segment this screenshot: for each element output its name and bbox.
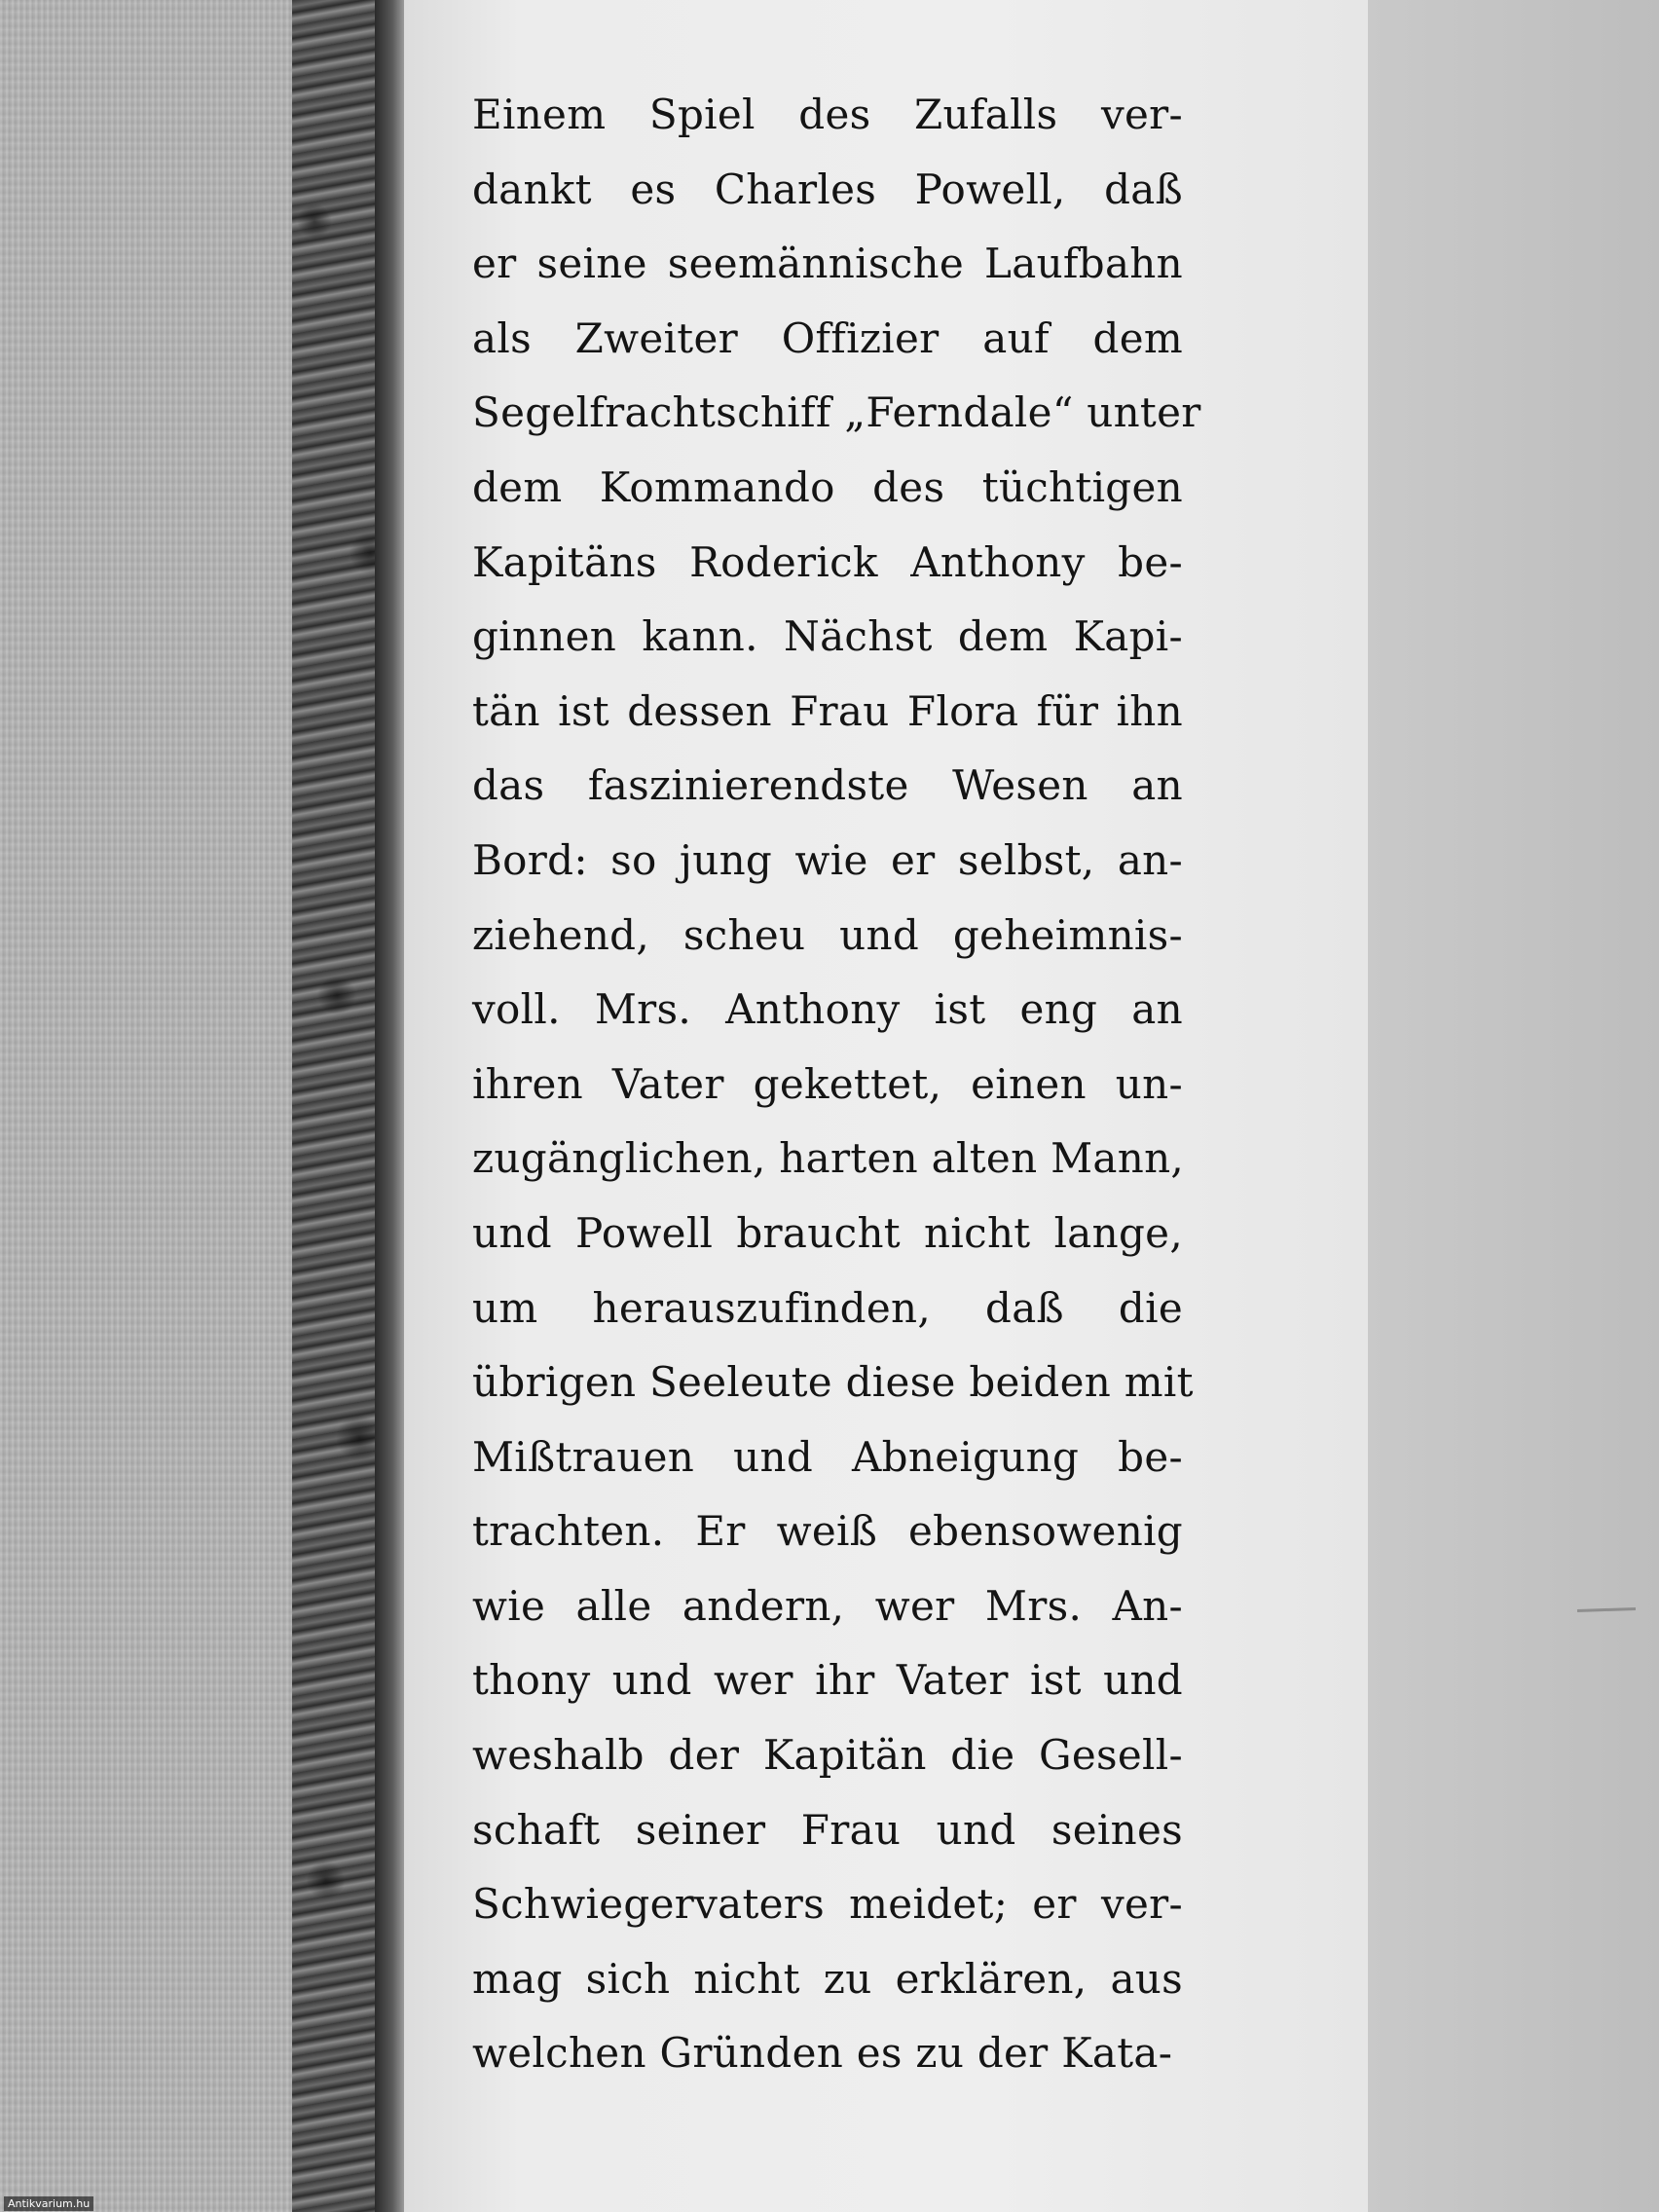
background-left-fabric xyxy=(0,0,292,2212)
text-line: ziehend, scheu und geheimnis- xyxy=(472,910,1183,959)
text-line: ihren Vater gekettet, einen un- xyxy=(472,1059,1183,1108)
text-line: welchen Gründen es zu der Kata- xyxy=(472,2029,1173,2078)
text-line: voll. Mrs. Anthony ist eng an xyxy=(472,985,1183,1034)
text-line: thony und wer ihr Vater ist und xyxy=(472,1656,1183,1705)
text-line: Segelfrachtschiff „Ferndale“ unter xyxy=(472,388,1201,437)
background-right-surface xyxy=(1368,0,1659,2212)
text-line: zugänglichen, harten alten Mann, xyxy=(472,1134,1185,1183)
text-line: das faszinierendste Wesen an xyxy=(472,761,1183,810)
text-line: tän ist dessen Frau Flora für ihn xyxy=(472,686,1183,735)
text-line: Einem Spiel des Zufalls ver- xyxy=(472,91,1183,138)
text-line: wie alle andern, wer Mrs. An- xyxy=(472,1581,1183,1630)
text-line: weshalb der Kapitän die Gesell- xyxy=(472,1731,1183,1780)
text-line: schaft seiner Frau und seines xyxy=(472,1805,1183,1854)
text-line: um herauszufinden, daß die xyxy=(472,1283,1183,1332)
text-line: mag sich nicht zu erklären, aus xyxy=(472,1954,1183,2003)
text-line: Schwiegervaters meidet; er ver- xyxy=(472,1880,1183,1929)
text-line: Bord: so jung wie er selbst, an- xyxy=(472,835,1183,884)
text-line: Mißtrauen und Abneigung be- xyxy=(472,1432,1183,1481)
text-line: übrigen Seeleute diese beiden mit xyxy=(472,1358,1194,1407)
text-line: Kapitäns Roderick Anthony be- xyxy=(472,537,1183,586)
text-line: und Powell braucht nicht lange, xyxy=(472,1208,1183,1257)
text-line: dankt es Charles Powell, daß xyxy=(472,165,1183,213)
watermark-label: Antikvarium.hu xyxy=(4,2196,93,2211)
text-line: dem Kommando des tüchtigen xyxy=(472,462,1183,511)
blurb-text-block xyxy=(472,78,1201,2091)
text-line: trachten. Er weiß ebensowenig xyxy=(472,1507,1183,1556)
text-line: ginnen kann. Nächst dem Kapi- xyxy=(472,612,1183,661)
text-line: als Zweiter Offizier auf dem xyxy=(472,313,1183,362)
text-line: er seine seemännische Laufbahn xyxy=(472,240,1183,288)
book-spine-edge xyxy=(375,0,404,2212)
